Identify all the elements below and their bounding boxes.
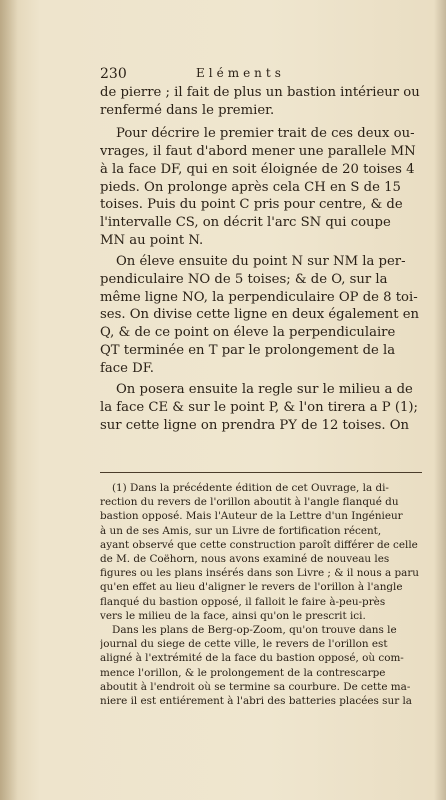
text-line: On éleve ensuite du point N sur NM la per- <box>116 254 406 270</box>
text-line: sur cette ligne on prendra PY de 12 toises. On <box>100 417 410 433</box>
text-line: face DF. <box>100 360 154 376</box>
footnote-line: mence l'orillon, & le prolongement de la contrescarpe <box>100 666 386 679</box>
page-header <box>100 66 420 84</box>
text-line: la face CE & sur le point P, & l'on tirera a P (1); <box>100 399 418 415</box>
text-line: l'intervalle CS, on décrit l'arc SN qui coupe <box>100 214 391 230</box>
footnote-line: aboutit à l'endroit où se termine sa courbure. De cette ma- <box>100 680 411 693</box>
page-edge-shadow <box>434 0 446 800</box>
page-gutter-shadow <box>0 0 18 800</box>
footnote-line: (1) Dans la précédente édition de cet Ouvrage, la di- <box>112 482 389 494</box>
text-line: de pierre ; il fait de plus un bastion intérieur ou <box>100 85 420 100</box>
text-line: QT terminée en T par le prolongement de la <box>100 342 396 358</box>
text-line: pieds. On prolonge après cela CH en S de 15 <box>100 179 401 195</box>
footnote-line: niere il est entiérement à l'abri des batteries placées sur la <box>100 695 412 708</box>
footnote-line: flanqué du bastion opposé, il falloit le faire à-peu-près <box>100 595 386 608</box>
footnote-line: rection du revers de l'orillon aboutit à l'angle flanqué du <box>100 496 399 509</box>
footnote-line: Dans les plans de Berg-op-Zoom, qu'on trouve dans le <box>112 624 397 637</box>
text-line: MN au point N. <box>100 232 204 248</box>
footnote-line: journal du siege de cette ville, le revers de l'orillon est <box>100 638 388 651</box>
running-title: Eléments <box>196 66 285 80</box>
page-number: 230 <box>100 66 127 82</box>
footnote-line: à un de ses Amis, sur un Livre de fortification récent, <box>100 524 382 537</box>
text-line: toises. Puis du point C pris pour centre, & de <box>100 197 403 213</box>
text-line: vrages, il faut d'abord mener une parallele MN <box>100 144 416 160</box>
footnote-divider <box>100 472 422 473</box>
text-line: Q, & de ce point on éleve la perpendiculaire <box>100 325 396 341</box>
main-text <box>100 84 420 434</box>
text-line: On posera ensuite la regle sur le milieu a de <box>116 382 413 398</box>
text-line: renfermé dans le premier. <box>100 102 275 118</box>
footnote-line: qu'en effet au lieu d'aligner le revers de l'orillon à l'angle <box>100 581 403 594</box>
text-line: ses. On divise cette ligne en deux également en <box>100 307 420 323</box>
footnote-line: bastion opposé. Mais l'Auteur de la Lettre d'un Ingénieur <box>100 510 403 523</box>
footnote-line: aligné à l'extrémité de la face du bastion opposé, où com- <box>100 652 404 665</box>
text-line: Pour décrire le premier trait de ces deux ou- <box>116 126 415 142</box>
footnote-line: ayant observé que cette construction paroît différer de celle <box>100 538 418 551</box>
footnote-line: figures ou les plans insérés dans son Livre ; & il nous a paru <box>100 567 419 580</box>
footnote <box>100 481 425 708</box>
footnote-line: vers le milieu de la face, ainsi qu'on le prescrit ici. <box>100 609 366 622</box>
text-line: à la face DF, qui en soit éloignée de 20 toises 4 <box>100 161 415 177</box>
footnote-line: de M. de Coëhorn, nous avons examiné de nouveau les <box>100 553 390 566</box>
text-line: pendiculaire NO de 5 toises; & de O, sur la <box>100 272 388 288</box>
text-line: même ligne NO, la perpendiculaire OP de 8 toi- <box>100 289 418 305</box>
